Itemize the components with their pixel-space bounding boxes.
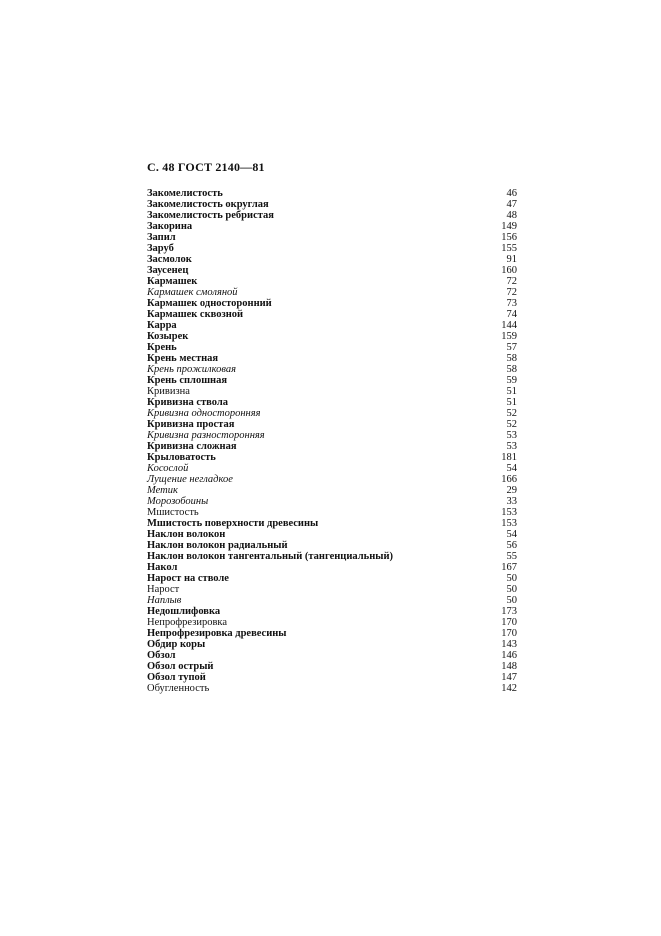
index-page-number: 72 [506, 287, 517, 298]
index-term: Мшистость поверхности древесины [147, 518, 319, 529]
index-page-number: 54 [506, 529, 517, 540]
index-term: Непрофрезировка [147, 617, 228, 628]
index-page-number: 51 [506, 397, 517, 408]
page-header: С. 48 ГОСТ 2140—81 [147, 160, 265, 174]
index-page-number: 53 [506, 441, 517, 452]
index-term: Обдир коры [147, 639, 206, 650]
index-entry [147, 474, 517, 485]
index-term: Заусенец [147, 265, 189, 276]
index-page-number: 148 [501, 661, 517, 672]
index-term: Засмолок [147, 254, 192, 265]
index-entry [147, 452, 517, 463]
index-page-number: 48 [506, 210, 517, 221]
index-page-number: 55 [506, 551, 517, 562]
index-term: Лущение негладкое [147, 474, 233, 485]
index-page-number: 143 [501, 639, 517, 650]
index-page-number: 91 [506, 254, 517, 265]
index-page-number: 144 [501, 320, 517, 331]
index-page-number: 74 [506, 309, 517, 320]
index-entry [147, 298, 517, 309]
index-entry [147, 254, 517, 265]
index-term: Обзол тупой [147, 672, 206, 683]
index-entry [147, 265, 517, 276]
index-term: Наплыв [147, 595, 182, 606]
index-page-number: 46 [506, 188, 517, 199]
index-term: Кармашек [147, 276, 198, 287]
index-page-number: 166 [501, 474, 517, 485]
index-entry [147, 562, 517, 573]
index-page-number: 173 [501, 606, 517, 617]
index-page-number: 149 [501, 221, 517, 232]
index-page-number: 57 [506, 342, 517, 353]
index-page-number: 170 [501, 617, 517, 628]
index-term: Непрофрезировка древесины [147, 628, 287, 639]
index-page-number: 159 [501, 331, 517, 342]
index-entry [147, 232, 517, 243]
index-page-number: 50 [506, 573, 517, 584]
index-term: Кривизна [147, 386, 190, 397]
index-entry [147, 320, 517, 331]
index-entry [147, 210, 517, 221]
index-page-number: 53 [506, 430, 517, 441]
index-term: Кармашек односторонний [147, 298, 272, 309]
index-term: Косослой [147, 463, 189, 474]
index-page-number: 50 [506, 595, 517, 606]
index-page-number: 29 [506, 485, 517, 496]
index-entry [147, 584, 517, 595]
index-entry [147, 463, 517, 474]
index-entry [147, 243, 517, 254]
index-term: Заруб [147, 243, 174, 254]
index-term: Крень сплошная [147, 375, 228, 386]
index-term: Кармашек смоляной [147, 287, 238, 298]
index-page-number: 167 [501, 562, 517, 573]
index-term: Нарост на стволе [147, 573, 229, 584]
index-entry [147, 375, 517, 386]
index-page-number: 52 [506, 419, 517, 430]
index-term: Обугленность [147, 683, 210, 694]
index-term: Закомелистость округлая [147, 199, 269, 210]
index-entry [147, 606, 517, 617]
index-entry [147, 617, 517, 628]
index-term: Мшистость [147, 507, 199, 518]
index-page-number: 147 [501, 672, 517, 683]
index-term: Крыловатость [147, 452, 216, 463]
index-term: Крень [147, 342, 177, 353]
index-term: Наклон волокон тангентальный (тангенциальный) [147, 551, 393, 562]
index-entry [147, 639, 517, 650]
index-term: Карра [147, 320, 177, 331]
index-page-number: 170 [501, 628, 517, 639]
index-entry [147, 408, 517, 419]
index-page-number: 51 [506, 386, 517, 397]
index-entry [147, 364, 517, 375]
index-term: Кривизна сложная [147, 441, 237, 452]
index-entry [147, 309, 517, 320]
index-term: Запил [147, 232, 176, 243]
index-page-number: 142 [501, 683, 517, 694]
index-entry [147, 507, 517, 518]
index-term: Закомелистость [147, 188, 223, 199]
index-page-number: 54 [506, 463, 517, 474]
index-entry [147, 353, 517, 364]
index-term: Нарост [147, 584, 180, 595]
index-term: Кривизна простая [147, 419, 235, 430]
index-term: Наклон волокон [147, 529, 226, 540]
index-entry [147, 529, 517, 540]
index-entry [147, 485, 517, 496]
index-entry [147, 595, 517, 606]
index-term: Накол [147, 562, 178, 573]
index-page-number: 72 [506, 276, 517, 287]
index-entry [147, 199, 517, 210]
index-term: Козырек [147, 331, 189, 342]
index-entry [147, 221, 517, 232]
index-entry [147, 540, 517, 551]
index-entry [147, 496, 517, 507]
index-term: Крень прожилковая [147, 364, 236, 375]
index-page-number: 33 [506, 496, 517, 507]
index-page-number: 52 [506, 408, 517, 419]
index-entry [147, 430, 517, 441]
index-entry [147, 551, 517, 562]
index-page-number: 181 [501, 452, 517, 463]
index-term: Закорина [147, 221, 193, 232]
index-entry [147, 661, 517, 672]
index-page-number: 73 [506, 298, 517, 309]
index-term: Кривизна односторонняя [147, 408, 261, 419]
index-entry [147, 573, 517, 584]
index-term: Морозобоины [147, 496, 209, 507]
index-page-number: 146 [501, 650, 517, 661]
index-term: Крень местная [147, 353, 219, 364]
index-entry [147, 419, 517, 430]
index-entry [147, 397, 517, 408]
index-entry [147, 518, 517, 529]
index-entry [147, 342, 517, 353]
index-term: Обзол [147, 650, 176, 661]
index-page-number: 155 [501, 243, 517, 254]
index-page-number: 47 [506, 199, 517, 210]
index-entry [147, 441, 517, 452]
index-page-number: 153 [501, 507, 517, 518]
index-page-number: 50 [506, 584, 517, 595]
index-term: Кармашек сквозной [147, 309, 244, 320]
index-list [147, 188, 517, 694]
index-page-number: 59 [506, 375, 517, 386]
index-page-number: 58 [506, 353, 517, 364]
index-entry [147, 386, 517, 397]
index-entry [147, 628, 517, 639]
index-term: Наклон волокон радиальный [147, 540, 288, 551]
index-page-number: 58 [506, 364, 517, 375]
index-term: Недошлифовка [147, 606, 221, 617]
index-entry [147, 650, 517, 661]
index-term: Закомелистость ребристая [147, 210, 274, 221]
index-entry [147, 188, 517, 199]
index-page-number: 160 [501, 265, 517, 276]
index-entry [147, 331, 517, 342]
index-entry [147, 672, 517, 683]
index-term: Обзол острый [147, 661, 214, 672]
index-entry [147, 287, 517, 298]
index-entry [147, 683, 517, 694]
index-term: Кривизна разносторонняя [147, 430, 265, 441]
index-page-number: 156 [501, 232, 517, 243]
index-term: Кривизна ствола [147, 397, 229, 408]
index-page-number: 153 [501, 518, 517, 529]
index-page-number: 56 [506, 540, 517, 551]
index-entry [147, 276, 517, 287]
index-term: Метик [147, 485, 178, 496]
